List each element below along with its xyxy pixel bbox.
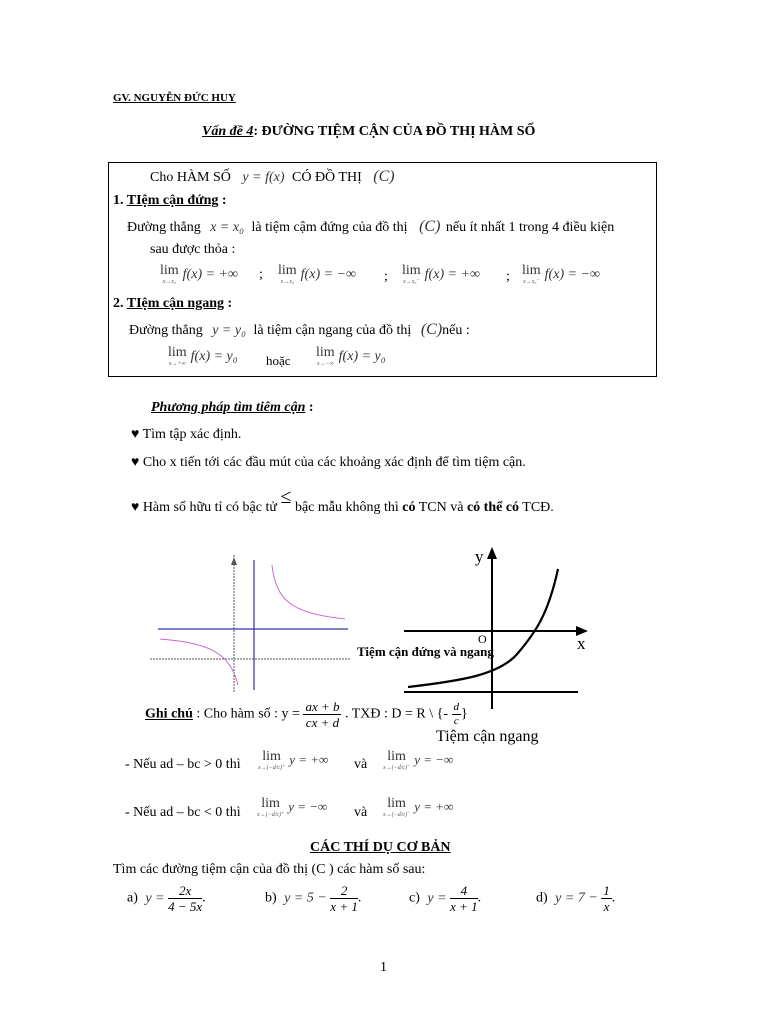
section-1-colon: : [218,193,227,208]
heart-icon: ♥ [131,427,140,442]
section-1-heading [113,193,227,209]
example-lhs: y = [284,890,304,906]
sec1-limit-2 [278,264,356,285]
lim-word: lim [387,749,406,764]
fraction-denominator: 4 − 5x [168,899,203,914]
section-1-title: TIệm cận đứng [126,193,219,208]
fraction-numerator: 2 [330,884,358,899]
bullet-text: TCN và [415,500,464,515]
lim-sub: x→−∞ [316,361,334,367]
lim-sub: x→x₀⁻ [403,279,420,285]
example-pre: 5 − [306,890,327,906]
fraction-denominator: x [603,899,610,914]
case1-limit-1 [258,750,328,771]
bullet-text: Hàm số hữu tỉ có bậc tử [142,500,277,515]
example-a: a) y = $\frac{2x}{4 - 5x}$ . [127,883,206,914]
fraction-numerator: 2x [168,884,202,899]
or-text: hoặc [266,353,291,368]
box-intro [150,168,395,186]
fraction-numerator: d [453,701,460,713]
title-prefix: Vấn đề 4 [202,124,254,139]
method-title: Phương pháp tìm tiêm cận [151,400,306,415]
example-label: c) [409,890,420,906]
method-bullet-3 [131,486,554,517]
exponential-graph [400,545,600,710]
lim-word: lim [278,263,297,278]
examples-title: CÁC THÍ DỤ CƠ BẢN [310,840,451,855]
lim-word: lim [522,263,541,278]
sec1-formula: x = x₀ [210,220,244,235]
heart-icon: ♥ [131,500,140,515]
lim-word: lim [160,263,179,278]
case2-limit-1 [257,797,327,818]
origin-label: O [478,632,487,646]
example-b: b) y = 5 − $\frac{2}{x + 1}$ . [265,883,362,914]
example-label: d) [536,890,548,906]
lim-sub: x→(−d/c)⁺ [257,812,285,818]
intro-text: Cho HÀM SỐ [150,170,231,185]
sec2-text-d: nếu : [442,323,470,338]
section-1-line-2: sau được thỏa : [150,242,236,257]
teacher-name: GV. NGUYỄN ĐỨC HUY [113,92,236,104]
note-case-2: - Nếu ad – bc < 0 thì [125,805,241,820]
curve-left-branch [160,639,238,685]
separator: ; [384,269,388,284]
bullet-text: Tìm tập xác định. [142,427,242,442]
example-c: c) y = $\frac{4}{x + 1}$ . [409,883,482,914]
example-label: b) [265,890,277,906]
lim-sub: x→(−d/c)⁻ [383,765,411,771]
note-text-2: . TXĐ : D = R \ {- [344,706,449,722]
lim-expr: y = −∞ [288,799,328,815]
caption-horizontal: Tiệm cận ngang [436,728,539,745]
sec1-text-b: là tiệm cậm đứng của đồ thị [251,220,408,235]
example-lhs: y = [145,890,165,906]
bullet-text: bậc mẫu không thì [294,500,399,515]
lim-word: lim [402,263,421,278]
section-2-title: TIệm cận ngang [126,296,224,311]
fraction-denominator: cx + d [305,715,340,730]
sec2-graph-c: (C) [420,321,443,338]
examples-intro: Tìm các đường tiệm cận của đồ thị (C ) các hàm số sau: [113,862,426,877]
lim-expr: f(x) = +∞ [182,267,238,283]
section-2-line [129,321,470,339]
lim-expr: y = +∞ [289,752,329,768]
caption-vertical-horizontal: Tiệm cận đứng và ngang [357,644,494,659]
sec2-formula: y = y₀ [212,323,246,338]
lim-sub: x→+∞ [168,361,186,367]
intro-graph-c: (C) [373,168,395,185]
lim-expr: y = −∞ [414,752,454,768]
note-case-1: - Nếu ad – bc > 0 thì [125,757,241,772]
hyperbola-graph [150,555,355,695]
sec1-text-d: nếu ít nhất 1 trong 4 điều kiện [445,220,615,235]
fraction-numerator: ax + b [305,699,340,714]
lim-word: lim [262,749,281,764]
example-pre: 7 − [577,890,598,906]
case1-limit-2 [383,750,453,771]
sec1-text-a: Đường thẳng [127,220,201,235]
fraction-numerator: 1 [603,883,610,898]
note-label: Ghi chú [145,706,193,722]
y-axis-arrow [487,547,497,559]
lim-sub: x→x₀⁻ [523,279,540,285]
lim-expr: f(x) = y₀ [190,349,238,365]
separator: ; [506,269,510,284]
leq-symbol: ≤ [280,486,292,508]
bullet-text: TCĐ. [519,500,554,515]
lim-expr: f(x) = −∞ [544,267,600,283]
y-axis-label: y [475,547,484,566]
intro-text-2: CÓ ĐỒ THỊ [292,170,362,185]
section-1-number: 1. [113,193,127,208]
lim-sub: x→x₀ [280,279,295,285]
bullet-bold: có [402,500,416,515]
section-2-number: 2. [113,296,127,311]
lim-sub: x→(−d/c)⁻ [383,812,411,818]
method-colon: : [305,400,314,415]
lim-word: lim [316,345,335,360]
title-text: : ĐƯỜNG TIỆM CẬN CỦA ĐỒ THỊ HÀM SỐ [253,124,536,139]
x-axis-label: x [577,634,586,653]
y-axis-arrow [231,557,237,565]
note-text-3: } [461,706,468,722]
page-number: 1 [380,960,387,975]
and-text: và [354,805,368,820]
intro-formula: y = f(x) [242,170,285,185]
lim-word: lim [387,796,406,811]
lim-sub: x→x₀ [162,279,177,285]
note-line [145,700,468,729]
sec2-limit-2 [316,346,386,367]
lim-word: lim [261,796,280,811]
sec1-limit-1 [160,264,238,285]
bullet-text: Cho x tiến tới các đầu mút của các khoảng xác định để tìm tiệm cận. [142,455,526,470]
fraction-numerator: 4 [450,884,478,899]
separator: ; [259,267,263,282]
example-d: d) y = 7 − $\frac{1}{x}$ . [536,883,616,914]
sec2-text-b: là tiệm cận ngang của đồ thị [253,323,412,338]
lim-expr: y = +∞ [414,799,454,815]
case2-limit-2 [383,797,453,818]
section-2-heading [113,296,232,312]
note-text: : Cho hàm số : y = [192,706,300,722]
section-2-colon: : [223,296,233,311]
lim-expr: f(x) = y₀ [338,349,386,365]
fraction-denominator: x + 1 [330,899,358,914]
example-label: a) [127,890,138,906]
example-lhs: y = [555,890,575,906]
method-bullet-1 [131,427,241,443]
heart-icon: ♥ [131,455,140,470]
lim-expr: f(x) = +∞ [424,267,480,283]
lim-sub: x→(−d/c)⁺ [258,765,286,771]
sec1-limit-3 [402,264,480,285]
curve-right-branch [272,565,345,619]
exponential-curve [408,569,558,687]
sec2-text-a: Đường thẳng [129,323,203,338]
section-1-line [127,218,614,236]
page-title [202,124,535,140]
fraction-denominator: x + 1 [450,899,478,914]
lim-expr: f(x) = −∞ [300,267,356,283]
sec1-limit-4 [522,264,600,285]
method-bullet-2 [131,455,526,471]
sec1-graph-c: (C) [419,218,441,235]
sec2-limit-1 [168,346,238,367]
example-lhs: y = [427,890,447,906]
method-heading [151,400,314,416]
lim-word: lim [168,345,187,360]
fraction-denominator: c [453,715,459,727]
and-text: và [354,757,368,772]
bullet-bold: có thể có [466,500,520,515]
